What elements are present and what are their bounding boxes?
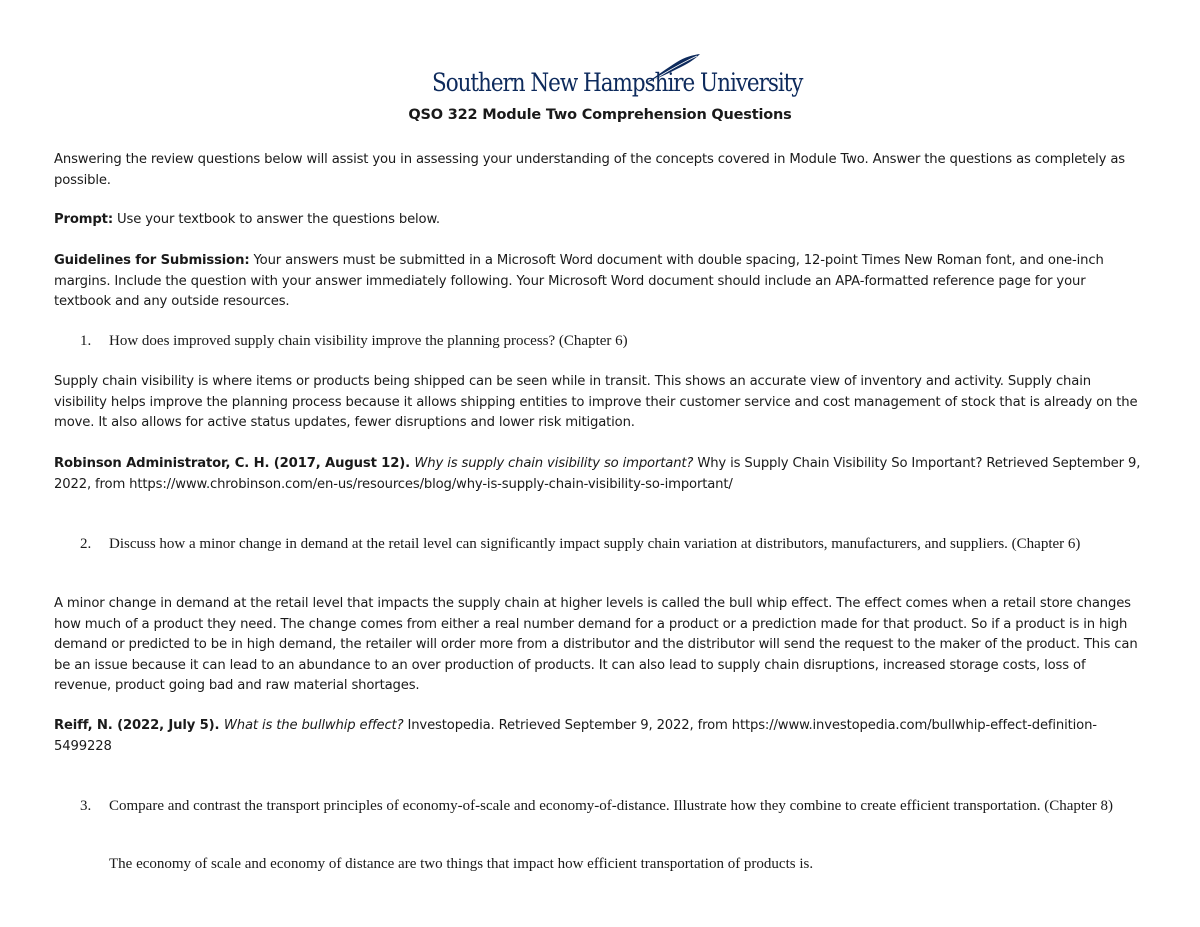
answer-2: A minor change in demand at the retail level that impacts the supply chain at higher levels is called the bull whip effect. The effect comes when a retail store changes how much of a product they need. The change comes from either a real number demand for a product or a prediction made for that product. So if a product is in high demand or predicted to be in high demand, the retailer will order more from a distributor and the distributor will send the request to the maker of the product. This can be an issue because it can lead to an abundance to an over production of products. It can also lead to supply chain disruptions, increased storage costs, loss of revenue, product going bad and raw material shortages. <box>54 596 1138 693</box>
logo-text: Southern New Hampshire University <box>432 68 803 97</box>
question-1 <box>80 331 1144 352</box>
reference-source: Why is Supply Chain Visibility So Important? Retrieved September 9, 2022, from https://www.chrobinson.com/en-us/resources/blog/why-is-supply-chain-visibility-so-important/ <box>54 456 1141 492</box>
guidelines-paragraph <box>54 251 1146 313</box>
question-text: Discuss how a minor change in demand at the retail level can significantly impact supply chain variation at distributors, manufacturers, and suppliers. (Chapter 6) <box>109 536 1081 552</box>
page-title: QSO 322 Module Two Comprehension Questions <box>408 107 792 123</box>
answer-3: The economy of scale and economy of distance are two things that impact how efficient transportation of products is. <box>109 856 814 872</box>
guidelines-text: Your answers must be submitted in a Microsoft Word document with double spacing, 12-point Times New Roman font, and one-inch margins. Include the question with your answer immediately following. Your Microsoft Word document should include an APA-formatted reference page for your textbook and any outside resources. <box>54 253 1104 309</box>
reference-author: Robinson Administrator, C. H. (2017, August 12). <box>54 456 415 471</box>
question-2 <box>80 534 1144 555</box>
reference-1 <box>54 454 1146 495</box>
answer-1: Supply chain visibility is where items or products being shipped can be seen while in transit. This shows an accurate view of inventory and activity. Supply chain visibility helps improve the planning process because it allows shipping entities to improve their customer service and cost management of stock that is already on the move. It also allows for active status updates, fewer disruptions and lower risk mitigation. <box>54 374 1138 430</box>
question-number: 3. <box>80 798 92 814</box>
question-number: 1. <box>80 333 92 349</box>
question-text: Compare and contrast the transport principles of economy-of-scale and economy-of-distance. Illustrate how they combine to create efficient transportation. (Chapter 8) <box>109 798 1113 814</box>
reference-title: What is the bullwhip effect? <box>223 718 404 733</box>
prompt-label: Prompt: <box>54 212 113 227</box>
prompt-text: Use your textbook to answer the questions below. <box>112 212 440 227</box>
question-text: How does improved supply chain visibility improve the planning process? (Chapter 6) <box>109 333 628 349</box>
guidelines-label: Guidelines for Submission: <box>54 253 250 268</box>
reference-title: Why is supply chain visibility so important? <box>414 456 694 471</box>
intro-paragraph: Answering the review questions below will assist you in assessing your understanding of the concepts covered in Module Two. Answer the questions as completely as possible. <box>54 152 1126 188</box>
reference-author: Reiff, N. (2022, July 5). <box>54 718 224 733</box>
question-3 <box>80 796 1144 817</box>
reference-2 <box>54 716 1146 757</box>
prompt-paragraph <box>54 210 1146 231</box>
university-logo <box>432 56 803 102</box>
reference-source: Investopedia. Retrieved September 9, 2022, from https://www.investopedia.com/bullwhip-effect-definition-5499228 <box>54 718 1097 754</box>
question-number: 2. <box>80 536 92 552</box>
